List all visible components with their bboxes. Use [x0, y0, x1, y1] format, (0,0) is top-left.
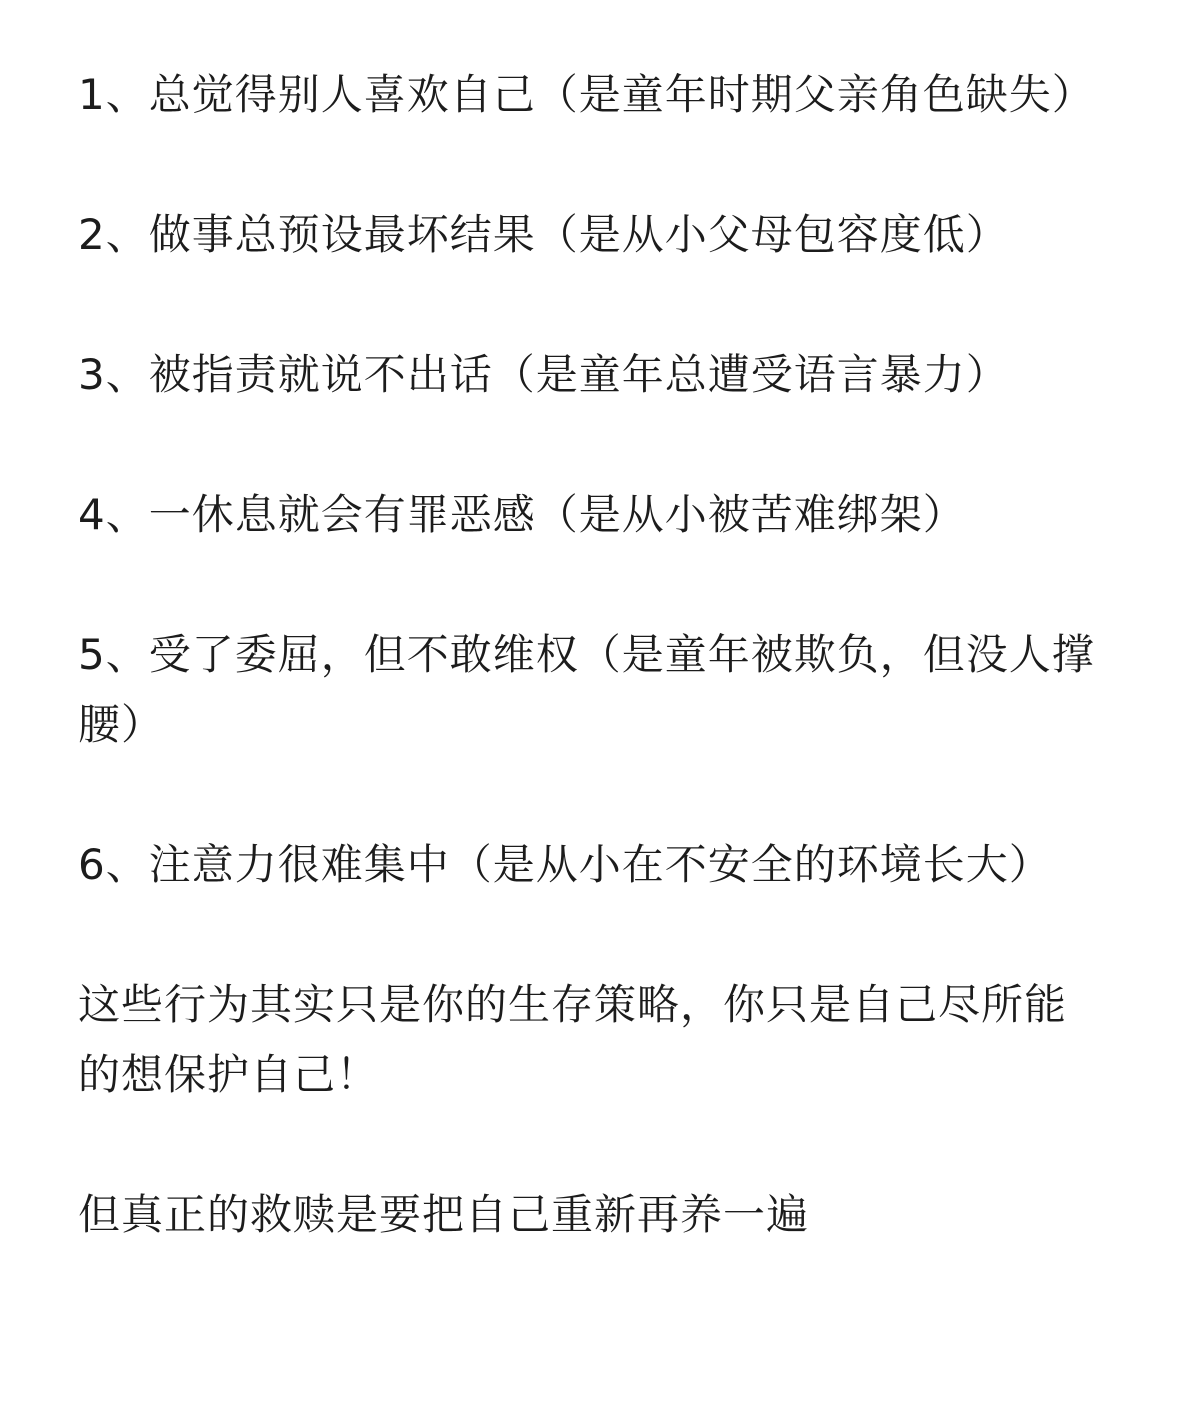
closing-paragraph: 但真正的救赎是要把自己重新再养一遍: [78, 1190, 810, 1239]
list-item-2: 2、做事总预设最坏结果（是从小父母包容度低）: [78, 210, 1009, 259]
summary-paragraph: 这些行为其实只是你的生存策略，你只是自己尽所能的想保护自己！: [78, 980, 1068, 1099]
list-item-4: 4、一休息就会有罪恶感（是从小被苦难绑架）: [78, 490, 966, 539]
article-body: [78, 60, 1108, 1250]
list-item-1: 1、总觉得别人喜欢自己（是童年时期父亲角色缺失）: [78, 70, 1095, 119]
list-item-5: 5、受了委屈，但不敢维权（是童年被欺负，但没人撑腰）: [78, 630, 1095, 749]
list-item-6: 6、注意力很难集中（是从小在不安全的环境长大）: [78, 840, 1052, 889]
list-item-3: 3、被指责就说不出话（是童年总遭受语言暴力）: [78, 350, 1009, 399]
